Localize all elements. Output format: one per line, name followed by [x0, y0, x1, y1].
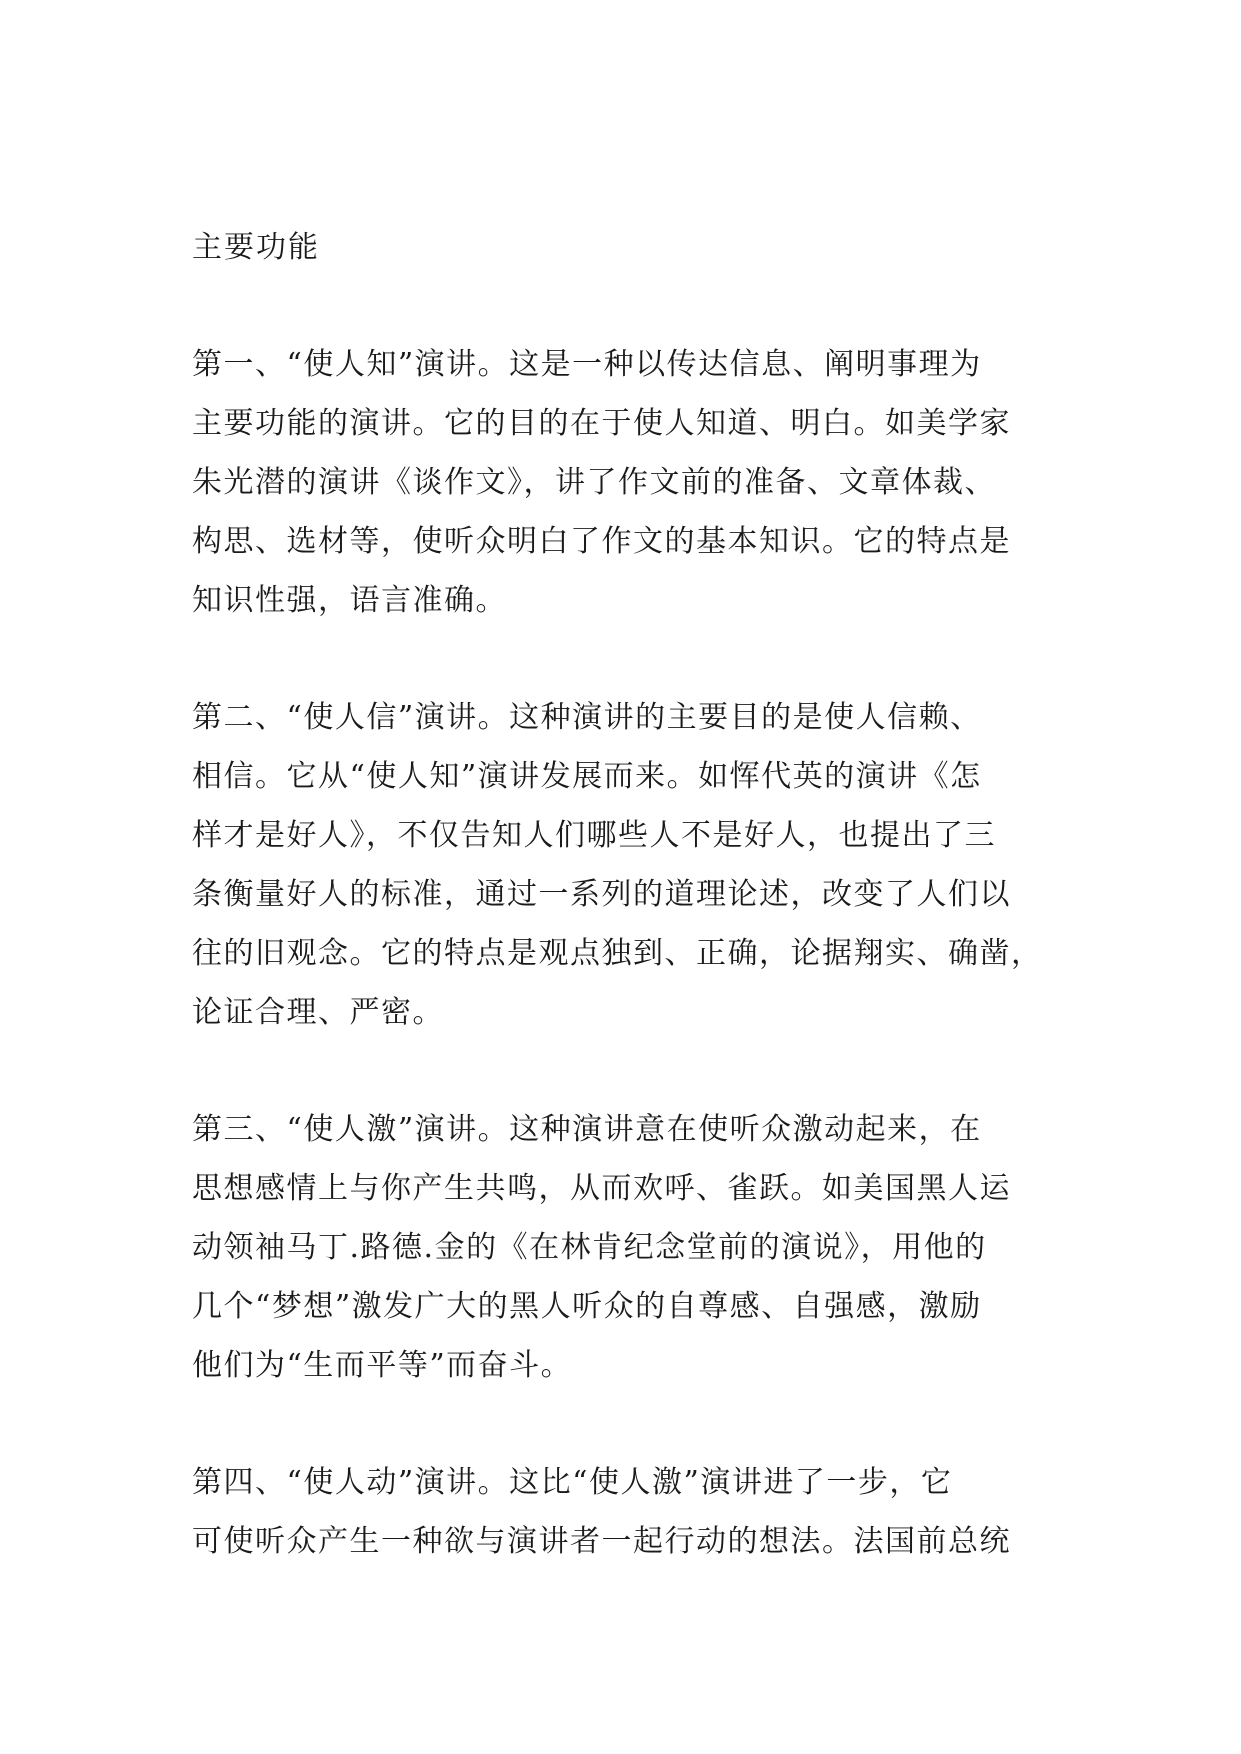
paragraph-line: 论证合理、严密。 — [192, 995, 444, 1030]
paragraph-line: 相信。它从“使人知”演讲发展而来。如恽代英的演讲《怎 — [192, 759, 982, 794]
paragraph-line: 主要功能的演讲。它的目的在于使人知道、明白。如美学家 — [192, 406, 1011, 441]
section-heading: 主要功能 — [192, 230, 320, 265]
paragraph-line: 他们为“生而平等”而奋斗。 — [192, 1348, 573, 1383]
paragraph-line: 样才是好人》，不仅告知人们哪些人不是好人，也提出了三 — [192, 818, 996, 853]
paragraph-line: 知识性强，语言准确。 — [192, 583, 507, 618]
paragraph-line: 往的旧观念。它的特点是观点独到、正确，论据翔实、确凿， — [192, 936, 1043, 971]
paragraph-line: 几个“梦想”激发广大的黑人听众的自尊感、自强感，激励 — [192, 1289, 982, 1324]
paragraph-line: 思想感情上与你产生共鸣，从而欢呼、雀跃。如美国黑人运 — [192, 1171, 1011, 1206]
paragraph-1 — [192, 335, 1052, 630]
paragraph-line: 动领袖马丁.路德.金的《在林肯纪念堂前的演说》，用他的 — [192, 1230, 987, 1265]
paragraph-line: 第三、“使人激”演讲。这种演讲意在使听众激动起来，在 — [192, 1112, 982, 1147]
paragraph-4 — [192, 1453, 1052, 1571]
paragraph-line: 第二、“使人信”演讲。这种演讲的主要目的是使人信赖、 — [192, 700, 982, 735]
paragraph-2 — [192, 688, 1052, 1042]
paragraph-line: 第一、“使人知”演讲。这是一种以传达信息、阐明事理为 — [192, 347, 982, 382]
document-page — [192, 218, 1052, 1629]
paragraph-line: 构思、选材等，使听众明白了作文的基本知识。它的特点是 — [192, 524, 1011, 559]
paragraph-line: 朱光潜的演讲《谈作文》，讲了作文前的准备、文章体裁、 — [192, 465, 996, 500]
paragraph-3 — [192, 1100, 1052, 1395]
paragraph-line: 第四、“使人动”演讲。这比“使人激”演讲进了一步，它 — [192, 1465, 953, 1500]
paragraph-line: 条衡量好人的标准，通过一系列的道理论述，改变了人们以 — [192, 877, 1011, 912]
paragraph-line: 可使听众产生一种欲与演讲者一起行动的想法。法国前总统 — [192, 1524, 1011, 1559]
